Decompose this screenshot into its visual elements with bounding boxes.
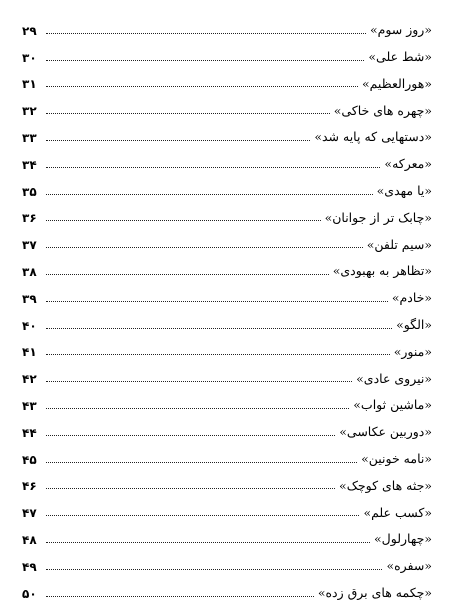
dot-leader xyxy=(46,596,314,597)
dot-leader xyxy=(46,194,373,195)
toc-entry xyxy=(22,37,432,64)
toc-entry xyxy=(22,10,432,37)
toc-entry-page-number: ۴۶ xyxy=(22,479,37,494)
toc-entry-page-number: ۳۶ xyxy=(22,211,37,226)
toc-entry xyxy=(22,198,432,225)
toc-entry-page-number: ۳۴ xyxy=(22,157,37,172)
toc-entry xyxy=(22,466,432,493)
dot-leader xyxy=(46,33,366,34)
toc-entry-page-number: ۲۹ xyxy=(22,23,37,38)
toc-entry-title: «روز سوم» xyxy=(369,22,432,38)
toc-entry xyxy=(22,573,432,600)
dot-leader xyxy=(46,140,310,141)
dot-leader xyxy=(46,569,382,570)
toc-entry-page-number: ۳۹ xyxy=(22,291,37,306)
dot-leader xyxy=(46,113,330,114)
toc-entry-title: «نامه خونین» xyxy=(361,451,432,467)
toc-entry-title: «چابک تر از جوانان» xyxy=(324,209,432,225)
dot-leader xyxy=(46,247,363,248)
toc-entry-page-number: ۴۴ xyxy=(22,425,37,440)
toc-entry-title: «معرکه» xyxy=(384,156,432,172)
toc-entry xyxy=(22,144,432,171)
toc-entry-title: «دوربین عکاسی» xyxy=(339,424,432,440)
toc-entry-title: «سیم تلفن» xyxy=(366,236,432,252)
toc-entry-page-number: ۵۰ xyxy=(22,586,37,601)
toc-entry-page-number: ۴۹ xyxy=(22,559,37,574)
toc-entry-title: «یا مهدی» xyxy=(376,183,432,199)
dot-leader xyxy=(46,220,321,221)
toc-entry-title: «منور» xyxy=(393,343,432,359)
toc-entry-page-number: ۴۰ xyxy=(22,318,37,333)
toc-entry xyxy=(22,439,432,466)
toc-entry-title: «خادم» xyxy=(391,290,432,306)
dot-leader xyxy=(46,435,335,436)
toc-entry-page-number: ۳۳ xyxy=(22,130,37,145)
toc-entry-page-number: ۴۷ xyxy=(22,506,37,521)
toc-entry-page-number: ۴۱ xyxy=(22,345,37,360)
toc-entry xyxy=(22,492,432,519)
toc-entry xyxy=(22,251,432,278)
toc-entry-page-number: ۳۸ xyxy=(22,264,37,279)
toc-entry-title: «چهارلول» xyxy=(374,531,432,547)
toc-entry xyxy=(22,278,432,305)
toc-entry-title: «جثه های کوچک» xyxy=(339,477,432,493)
toc-entry xyxy=(22,64,432,91)
toc-entry-title: «چهره های خاکی» xyxy=(333,102,432,118)
toc-entry xyxy=(22,117,432,144)
dot-leader xyxy=(46,381,352,382)
toc-entry-page-number: ۳۲ xyxy=(22,104,37,119)
toc-entry xyxy=(22,90,432,117)
dot-leader xyxy=(46,167,380,168)
toc-entry xyxy=(22,546,432,573)
toc-entry-title: «نیروی عادی» xyxy=(356,370,432,386)
toc-entry-page-number: ۳۷ xyxy=(22,238,37,253)
toc-entry-title: «ماشین ثواب» xyxy=(353,397,432,413)
toc-entry xyxy=(22,171,432,198)
table-of-contents xyxy=(22,10,432,600)
dot-leader xyxy=(46,301,388,302)
toc-entry xyxy=(22,332,432,359)
toc-entry-title: «کسب علم» xyxy=(363,504,432,520)
toc-entry-title: «شط علی» xyxy=(368,49,432,65)
toc-entry-title: «سفره» xyxy=(386,558,432,574)
toc-entry-page-number: ۴۳ xyxy=(22,398,37,413)
dot-leader xyxy=(46,86,358,87)
toc-entry-page-number: ۴۸ xyxy=(22,532,37,547)
dot-leader xyxy=(46,462,357,463)
toc-entry-title: «دستهایی که پایه شد» xyxy=(314,129,432,145)
dot-leader xyxy=(46,328,392,329)
toc-entry-page-number: ۴۵ xyxy=(22,452,37,467)
toc-entry-page-number: ۳۵ xyxy=(22,184,37,199)
toc-entry xyxy=(22,385,432,412)
toc-entry-title: «تظاهر به بهبودی» xyxy=(332,263,432,279)
dot-leader xyxy=(46,354,390,355)
dot-leader xyxy=(46,408,349,409)
dot-leader xyxy=(46,60,364,61)
dot-leader xyxy=(46,488,335,489)
toc-entry-title: «چکمه های برق زده» xyxy=(317,585,432,601)
toc-entry-page-number: ۳۱ xyxy=(22,77,37,92)
dot-leader xyxy=(46,274,329,275)
toc-entry-page-number: ۴۲ xyxy=(22,372,37,387)
toc-entry xyxy=(22,224,432,251)
dot-leader xyxy=(46,515,359,516)
toc-entry-title: «هورالعظیم» xyxy=(361,75,432,91)
toc-entry xyxy=(22,412,432,439)
toc-entry xyxy=(22,519,432,546)
dot-leader xyxy=(46,542,370,543)
toc-entry-page-number: ۳۰ xyxy=(22,50,37,65)
toc-entry-title: «الگو» xyxy=(396,317,432,333)
toc-entry xyxy=(22,305,432,332)
toc-entry xyxy=(22,358,432,385)
